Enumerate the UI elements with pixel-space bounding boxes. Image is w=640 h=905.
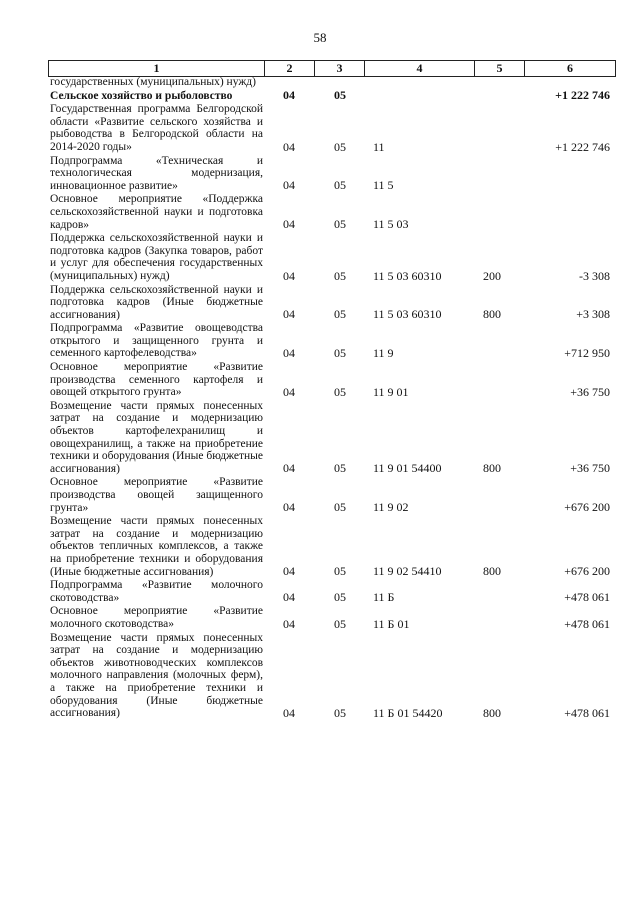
table-row bbox=[50, 90, 615, 103]
amount-change: -3 308 bbox=[579, 268, 610, 283]
budget-rows bbox=[50, 76, 615, 721]
amount-change: +36 750 bbox=[570, 461, 610, 476]
target-article-code: 11 Б bbox=[373, 590, 395, 605]
section-code: 04 bbox=[283, 590, 295, 605]
table-row bbox=[50, 155, 615, 193]
row-name: Возмещение части прямых понесенных затрат на создание и модернизацию объектов тепличных комплексов, а также на приобретение техники и оборудования (Иные бюджетные ассигнования) bbox=[50, 515, 263, 578]
subsection-code: 05 bbox=[334, 461, 346, 476]
page-number: 58 bbox=[313, 30, 327, 45]
subsection-code: 05 bbox=[334, 268, 346, 283]
target-article-code: 11 9 01 bbox=[373, 384, 409, 399]
row-name: Подпрограмма «Развитие молочного скотоводства» bbox=[50, 579, 263, 604]
table-row bbox=[50, 103, 615, 153]
row-codes bbox=[50, 500, 615, 514]
row-codes bbox=[50, 307, 615, 321]
section-code: 04 bbox=[283, 178, 295, 193]
row-name: Возмещение части прямых понесенных затрат на создание и модернизацию объектов картофелехранилищ и овощехранилищ, а также на приобретение техники и оборудования (Иные бюджетные ассигнования) bbox=[50, 399, 263, 475]
target-article-code: 11 9 bbox=[373, 346, 394, 361]
row-codes bbox=[50, 590, 615, 604]
expense-type-code: 800 bbox=[483, 564, 501, 579]
table-row bbox=[50, 605, 615, 630]
section-code: 04 bbox=[283, 88, 295, 103]
section-code: 04 bbox=[283, 384, 295, 399]
expense-type-code: 200 bbox=[483, 268, 501, 283]
row-codes bbox=[50, 217, 615, 231]
subsection-code: 05 bbox=[334, 590, 346, 605]
target-article-code: 11 Б 01 bbox=[373, 616, 410, 631]
row-codes bbox=[50, 617, 615, 631]
column-header-4: 4 bbox=[365, 61, 475, 77]
row-name: Возмещение части прямых понесенных затрат на создание и модернизацию объектов животноводческих комплексов молочного направления (молочных ферм), а также на приобретение техники и оборудования (Иные бюджетные ассигнования) bbox=[50, 631, 263, 720]
row-name: Основное мероприятие «Поддержка сельскохозяйственной науки и подготовка кадров» bbox=[50, 193, 263, 231]
section-code: 04 bbox=[283, 217, 295, 232]
section-code: 04 bbox=[283, 705, 295, 720]
amount-change: +712 950 bbox=[564, 346, 610, 361]
row-codes bbox=[50, 385, 615, 399]
row-codes bbox=[50, 346, 615, 360]
subsection-code: 05 bbox=[334, 384, 346, 399]
target-article-code: 11 5 03 60310 bbox=[373, 268, 442, 283]
table-row bbox=[50, 361, 615, 399]
subsection-code: 05 bbox=[334, 88, 346, 103]
subsection-code: 05 bbox=[334, 705, 346, 720]
amount-change: +676 200 bbox=[564, 500, 610, 515]
subsection-code: 05 bbox=[334, 564, 346, 579]
table-row bbox=[50, 322, 615, 360]
row-name: Основное мероприятие «Развитие производства семенного картофеля и овощей открытого грунта» bbox=[50, 361, 263, 399]
target-article-code: 11 5 03 bbox=[373, 217, 409, 232]
column-header-6: 6 bbox=[525, 61, 616, 77]
row-name: государственных (муниципальных) нужд) bbox=[50, 76, 256, 88]
table-row bbox=[50, 76, 615, 89]
subsection-code: 05 bbox=[334, 139, 346, 154]
row-name: Подпрограмма «Развитие овощеводства открытого и защищенного грунта и семенного картофелеводства» bbox=[50, 322, 263, 360]
row-name: Основное мероприятие «Развитие молочного скотоводства» bbox=[50, 605, 263, 630]
section-code: 04 bbox=[283, 461, 295, 476]
row-codes bbox=[50, 461, 615, 475]
expense-type-code: 800 bbox=[483, 461, 501, 476]
subsection-code: 05 bbox=[334, 307, 346, 322]
row-codes bbox=[50, 269, 615, 283]
table-row bbox=[50, 632, 615, 720]
subsection-code: 05 bbox=[334, 346, 346, 361]
row-name: Государственная программа Белгородской области «Развитие сельского хозяйства и рыбоводства в Белгородской области на 2014-2020 годы» bbox=[50, 103, 263, 153]
amount-change: +36 750 bbox=[570, 384, 610, 399]
row-name: Основное мероприятие «Развитие производства овощей защищенного грунта» bbox=[50, 476, 263, 514]
target-article-code: 11 5 03 60310 bbox=[373, 307, 442, 322]
table-row bbox=[50, 579, 615, 604]
target-article-code: 11 Б 01 54420 bbox=[373, 705, 443, 720]
section-code: 04 bbox=[283, 268, 295, 283]
table-row bbox=[50, 400, 615, 476]
row-codes bbox=[50, 88, 615, 102]
row-name: Сельское хозяйство и рыболовство bbox=[50, 89, 233, 102]
target-article-code: 11 bbox=[373, 139, 385, 154]
row-name: Поддержка сельскохозяйственной науки и подготовка кадров (Закупка товаров, работ и услуг для обеспечения государственных (муниципальных) нужд) bbox=[50, 232, 263, 282]
table-row bbox=[50, 232, 615, 282]
table-row bbox=[50, 476, 615, 514]
amount-change: +1 222 746 bbox=[555, 139, 610, 154]
column-header-5: 5 bbox=[475, 61, 525, 77]
section-code: 04 bbox=[283, 616, 295, 631]
subsection-code: 05 bbox=[334, 217, 346, 232]
section-code: 04 bbox=[283, 500, 295, 515]
column-header-2: 2 bbox=[265, 61, 315, 77]
table-row bbox=[50, 515, 615, 578]
subsection-code: 05 bbox=[334, 616, 346, 631]
subsection-code: 05 bbox=[334, 178, 346, 193]
amount-change: +676 200 bbox=[564, 564, 610, 579]
section-code: 04 bbox=[283, 307, 295, 322]
target-article-code: 11 5 bbox=[373, 178, 394, 193]
section-code: 04 bbox=[283, 346, 295, 361]
row-codes bbox=[50, 75, 615, 89]
table-row bbox=[50, 193, 615, 231]
expense-type-code: 800 bbox=[483, 307, 501, 322]
expense-type-code: 800 bbox=[483, 705, 501, 720]
row-codes bbox=[50, 564, 615, 578]
target-article-code: 11 9 02 54410 bbox=[373, 564, 442, 579]
row-codes bbox=[50, 178, 615, 192]
section-code: 04 bbox=[283, 564, 295, 579]
row-name: Подпрограмма «Техническая и технологическая модернизация, инновационное развитие» bbox=[50, 154, 263, 192]
subsection-code: 05 bbox=[334, 500, 346, 515]
section-code: 04 bbox=[283, 139, 295, 154]
table-row bbox=[50, 284, 615, 322]
column-header-1: 1 bbox=[49, 61, 265, 77]
row-name: Поддержка сельскохозяйственной науки и подготовка кадров (Иные бюджетные ассигнования) bbox=[50, 283, 263, 321]
row-codes bbox=[50, 706, 615, 720]
target-article-code: 11 9 01 54400 bbox=[373, 461, 442, 476]
amount-change: +3 308 bbox=[576, 307, 610, 322]
amount-change: +1 222 746 bbox=[555, 88, 610, 103]
amount-change: +478 061 bbox=[564, 705, 610, 720]
column-header-3: 3 bbox=[315, 61, 365, 77]
target-article-code: 11 9 02 bbox=[373, 500, 409, 515]
amount-change: +478 061 bbox=[564, 590, 610, 605]
amount-change: +478 061 bbox=[564, 616, 610, 631]
row-codes bbox=[50, 140, 615, 154]
